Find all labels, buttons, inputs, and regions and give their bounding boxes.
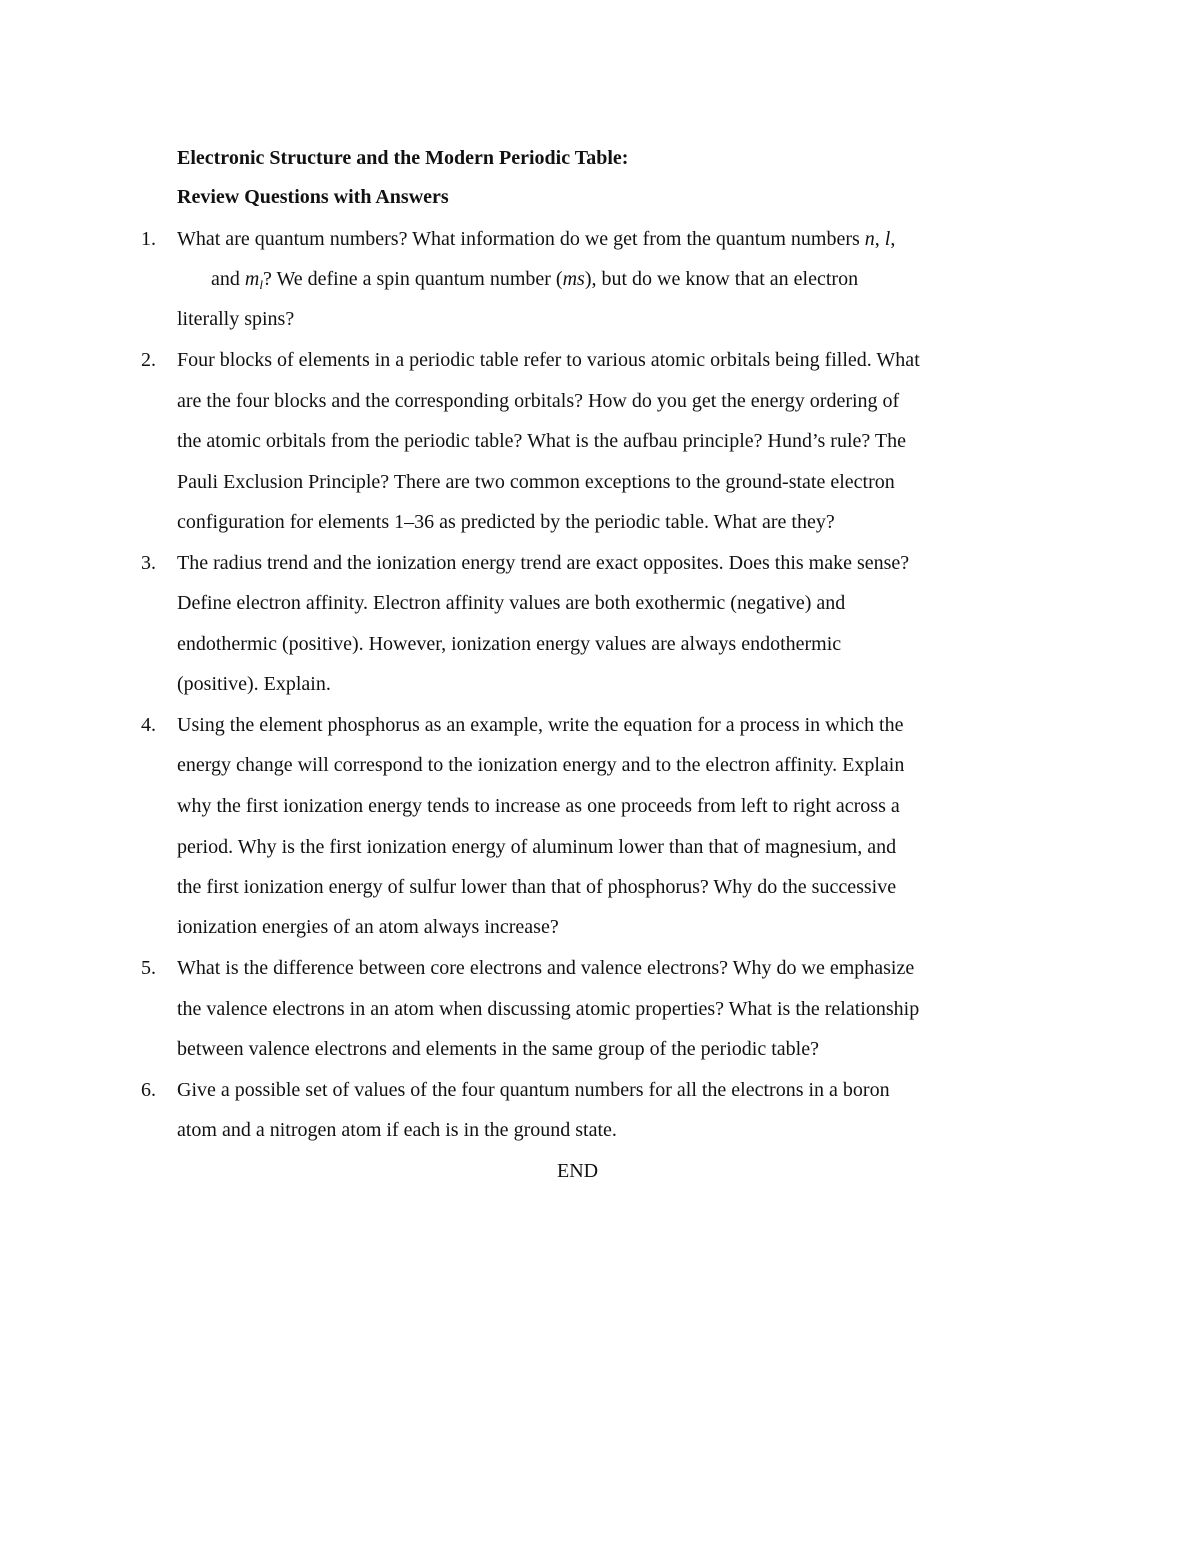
question-4-line: the first ionization energy of sulfur lower than that of phosphorus? Why do the successive [177,876,897,898]
question-1-text: ? We define a spin quantum number ( [262,268,563,290]
question-1-text: What are quantum numbers? What information do we get from the quantum numbers [177,228,865,250]
question-1-line-1 [177,227,895,251]
question-4-line: period. Why is the first ionization energy of aluminum lower than that of magnesium, and [177,836,897,858]
question-3-line: Define electron affinity. Electron affinity values are both exothermic (negative) and [177,592,846,614]
question-2-line: Pauli Exclusion Principle? There are two common exceptions to the ground-state electron [177,471,895,493]
question-1-text: ), but do we know that an electron [584,268,859,290]
question-2-line: the atomic orbitals from the periodic table? What is the aufbau principle? Hund’s rule? The [177,430,907,452]
symbol-n: n [864,228,875,250]
symbol-m: m [244,268,260,290]
question-5-line: between valence electrons and elements in the same group of the periodic table? [177,1038,819,1060]
question-1-line-3: literally spins? [177,308,295,330]
symbol-l: l [884,228,891,250]
symbol-subscript-l: l [259,277,263,292]
question-4-line: Using the element phosphorus as an example, write the equation for a process in which the [177,714,904,736]
question-3-line: The radius trend and the ionization energy trend are exact opposites. Does this make sense? [177,552,910,574]
document-subtitle: Review Questions with Answers [177,186,449,208]
question-number: 1. [141,228,156,250]
question-2-line: configuration for elements 1–36 as predicted by the periodic table. What are they? [177,511,835,533]
question-number: 5. [141,957,156,979]
question-3-line: (positive). Explain. [177,673,331,695]
question-6-line: atom and a nitrogen atom if each is in the ground state. [177,1119,617,1141]
document-title: Electronic Structure and the Modern Periodic Table: [177,147,629,169]
question-2-line: are the four blocks and the corresponding orbitals? How do you get the energy ordering of [177,390,900,412]
question-1-text: and [211,268,245,290]
end-marker: END [557,1160,599,1182]
question-number: 2. [141,349,156,371]
question-number: 4. [141,714,156,736]
separator: , [890,228,896,250]
question-1-line-2 [211,267,858,291]
question-4-line: ionization energies of an atom always increase? [177,916,559,938]
question-5-line: What is the difference between core electrons and valence electrons? Why do we emphasize [177,957,915,979]
question-4-line: why the first ionization energy tends to increase as one proceeds from left to right across a [177,795,900,817]
symbol-ms: ms [562,268,585,290]
separator: , [874,228,885,250]
question-3-line: endothermic (positive). However, ionization energy values are always endothermic [177,633,842,655]
question-number: 6. [141,1079,156,1101]
question-2-line: Four blocks of elements in a periodic table refer to various atomic orbitals being filled. What [177,349,920,371]
question-4-line: energy change will correspond to the ionization energy and to the electron affinity. Explain [177,754,905,776]
question-number: 3. [141,552,156,574]
question-5-line: the valence electrons in an atom when discussing atomic properties? What is the relationship [177,998,920,1020]
question-6-line: Give a possible set of values of the four quantum numbers for all the electrons in a boron [177,1079,890,1101]
